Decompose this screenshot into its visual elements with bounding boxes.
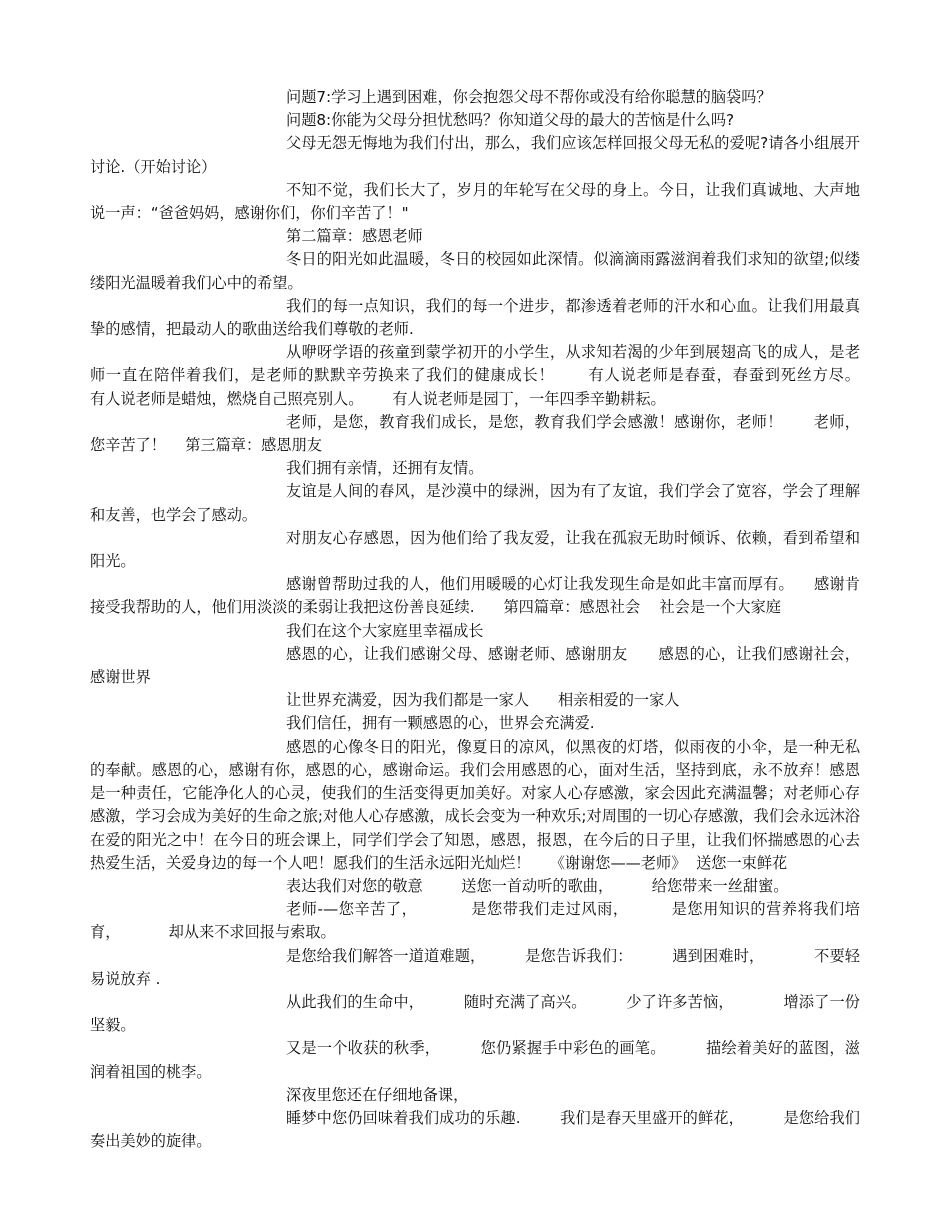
paragraph-teacher-metaphors: 从咿呀学语的孩童到蒙学初开的小学生，从求知若渴的少年到展翅高飞的成人，是老师一直在陪伴着我们，是老师的默默辛劳换来了我们的健康成长！ 有人说老师是春蚕，春蚕到死丝方尽。 有人说老师是蜡烛，燃烧自己照亮别人。 有人说老师是园丁，一年四季辛勤耕耘。: [90, 343, 889, 408]
paragraph-question-7: 问题7:学习上遇到困难，你会抱怨父母不帮你或没有给你聪慧的脑袋吗？: [286, 88, 772, 106]
paragraph-family-growth: 我们在这个大家庭里幸福成长: [286, 621, 484, 640]
paragraph-thank-teacher: 老师，是您，教育我们成长，是您，教育我们学会感激！感谢你，老师！ 老师，您辛苦了！ 第三篇章：感恩朋友: [90, 412, 860, 455]
document-body: [90, 86, 889, 1153]
paragraph-thanks-parents: 不知不觉，我们长大了，岁月的年轮写在父母的身上。今日，让我们真诚地、大声地说一声：“爸爸妈妈，感谢你们，你们辛苦了！": [90, 180, 860, 223]
paragraph-winter-sun: 冬日的阳光如此温暖，冬日的校园如此深情。似滴滴雨露滋润着我们求知的欲望;似缕缕阳光温暖着我们心中的希望。: [90, 250, 860, 292]
paragraph-friendship-spring: 友谊是人间的春风，是沙漠中的绿洲，因为有了友谊，我们学会了宽容，学会了理解和友善，也学会了感动。: [90, 482, 860, 524]
poem-line-2: 老师-—您辛苦了， 是您带我们走过风雨， 是您用知识的营养将我们培育， 却从来不求回报与索取。: [90, 900, 860, 942]
section-heading-teachers: 第二篇章：感恩老师: [286, 227, 423, 246]
paragraph-question-8: 问题8:你能为父母分担忧愁吗？你知道父母的最大的苦恼是什么吗?: [286, 111, 735, 130]
paragraph-grateful-friends: 对朋友心存感恩，因为他们给了我友爱，让我在孤寂无助时倾诉、依赖，看到希望和阳光。: [90, 528, 860, 571]
poem-line-5: 又是一个收获的秋季， 您仍紧握手中彩色的画笔。 描绘着美好的蓝图，滋润着祖国的桃李。: [90, 1039, 860, 1081]
paragraph-gratitude-essay: 感恩的心像冬日的阳光，像夏日的凉风，似黑夜的灯塔，似雨夜的小伞，是一种无私的奉献。感恩的心，感谢有你，感恩的心，感谢命运。我们会用感恩的心，面对生活，坚持到底，永不放弃！感恩是一种责任，它能净化人的心灵，使我们的生活变得更加美好。对家人心存感激，家会因此充满温馨；对老师心存感激，学习会成为美好的生命之旅;对他人心存感激，成长会变为一种欢乐;对周围的一切心存感激，我们会永远沐浴在爱的阳光之中！在今日的班会课上，同学们学会了知恩，感恩，报恩，在今后的日子里，让我们怀揣感恩的心去热爱生活，关爱身边的每一个人吧！愿我们的生活永远阳光灿烂！ 《谢谢您——老师》 送您一束鲜花: [90, 737, 860, 872]
poem-line-4: 从此我们的生命中， 随时充满了高兴。 少了许多苦恼， 增添了一份坚毅。: [90, 992, 860, 1035]
poem-line-7: 睡梦中您仍回味着我们成功的乐趣. 我们是春天里盛开的鲜花， 是您给我们奏出美妙的旋律。: [90, 1108, 860, 1151]
paragraph-knowledge: 我们的每一点知识，我们的每一个进步，都渗透着老师的汗水和心血。让我们用最真挚的感情，把最动人的歌曲送给我们尊敬的老师.: [90, 296, 860, 339]
paragraph-friendship: 我们拥有亲情，还拥有友情。: [286, 459, 484, 478]
paragraph-trust: 我们信任，拥有一颗感恩的心，世界会充满爱.: [286, 714, 595, 733]
paragraph-world-love: 让世界充满爱，因为我们都是一家人 相亲相爱的一家人: [286, 691, 680, 710]
paragraph-grateful-heart: 感恩的心，让我们感谢父母、感谢老师、感谢朋友 感恩的心，让我们感谢社会，感谢世界: [90, 644, 860, 687]
paragraph-thank-helpers: 感谢曾帮助过我的人，他们用暖暖的心灯让我发现生命是如此丰富而厚有。 感谢肯接受我帮助的人，他们用淡淡的柔弱让我把这份善良延续. 第四篇章：感恩社会 社会是一个大家庭: [90, 575, 860, 617]
paragraph-discussion: 父母无怨无悔地为我们付出，那么，我们应该怎样回报父母无私的爱呢?请各小组展开讨论.（开始讨论）: [90, 134, 860, 176]
poem-line-3: 是您给我们解答一道道难题， 是您告诉我们： 遇到困难时， 不要轻易说放弃 .: [90, 946, 860, 988]
poem-line-6: 深夜里您还在仔细地备课，: [286, 1085, 469, 1104]
poem-line-1: 表达我们对您的敬意 送您一首动听的歌曲， 给您带来一丝甜蜜。: [286, 876, 789, 895]
